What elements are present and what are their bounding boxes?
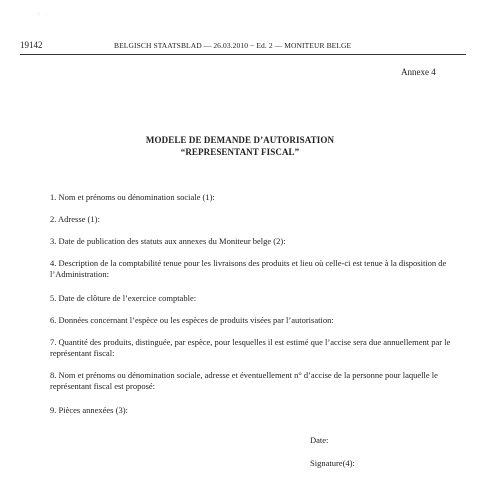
- form-item-quantities: 7. Quantité des produits, distinguée, par espèce, pour lesquelles il est estimé que l’accise sera due annuellement par le représentant fiscal:: [50, 337, 451, 358]
- form-item-attachments: 9. Pièces annexées (3):: [50, 405, 128, 415]
- form-item-name: 1. Nom et prénoms ou dénomination sociale (1):: [50, 192, 215, 202]
- form-item-products: 6. Données concernant l’espèce ou les espèces de produits visées par l’autorisation:: [50, 315, 334, 325]
- page-header: [20, 38, 466, 55]
- form-item-represented-person: 8. Nom et prénoms ou dénomination sociale, adresse et éventuellement n° d’accise de la personne pour laquelle le représentant fiscal est proposé:: [50, 370, 438, 391]
- date-label: Date:: [310, 435, 329, 445]
- form-item-accounting: 4. Description de la comptabilité tenue pour les livraisons des produits et lieu où celle-ci est tenue à la disposition de l’Administration:: [50, 258, 447, 279]
- signature-label: Signature(4):: [310, 458, 355, 468]
- form-subtitle: “REPRESENTANT FISCAL”: [180, 147, 300, 157]
- form-item-statutes-date: 3. Date de publication des statuts aux annexes du Moniteur belge (2):: [50, 236, 286, 246]
- scan-speck: / ·: [38, 12, 48, 18]
- form-title: MODELE DE DEMANDE D’AUTORISATION: [145, 135, 335, 145]
- form-item-address: 2. Adresse (1):: [50, 214, 100, 224]
- annex-label: Annexe 4: [401, 67, 436, 77]
- form-item-closing-date: 5. Date de clôture de l’exercice comptable:: [50, 293, 197, 303]
- running-head: BELGISCH STAATSBLAD — 26.03.2010 − Ed. 2 — MONITEUR BELGE: [114, 41, 352, 50]
- page-number: 19142: [20, 40, 43, 50]
